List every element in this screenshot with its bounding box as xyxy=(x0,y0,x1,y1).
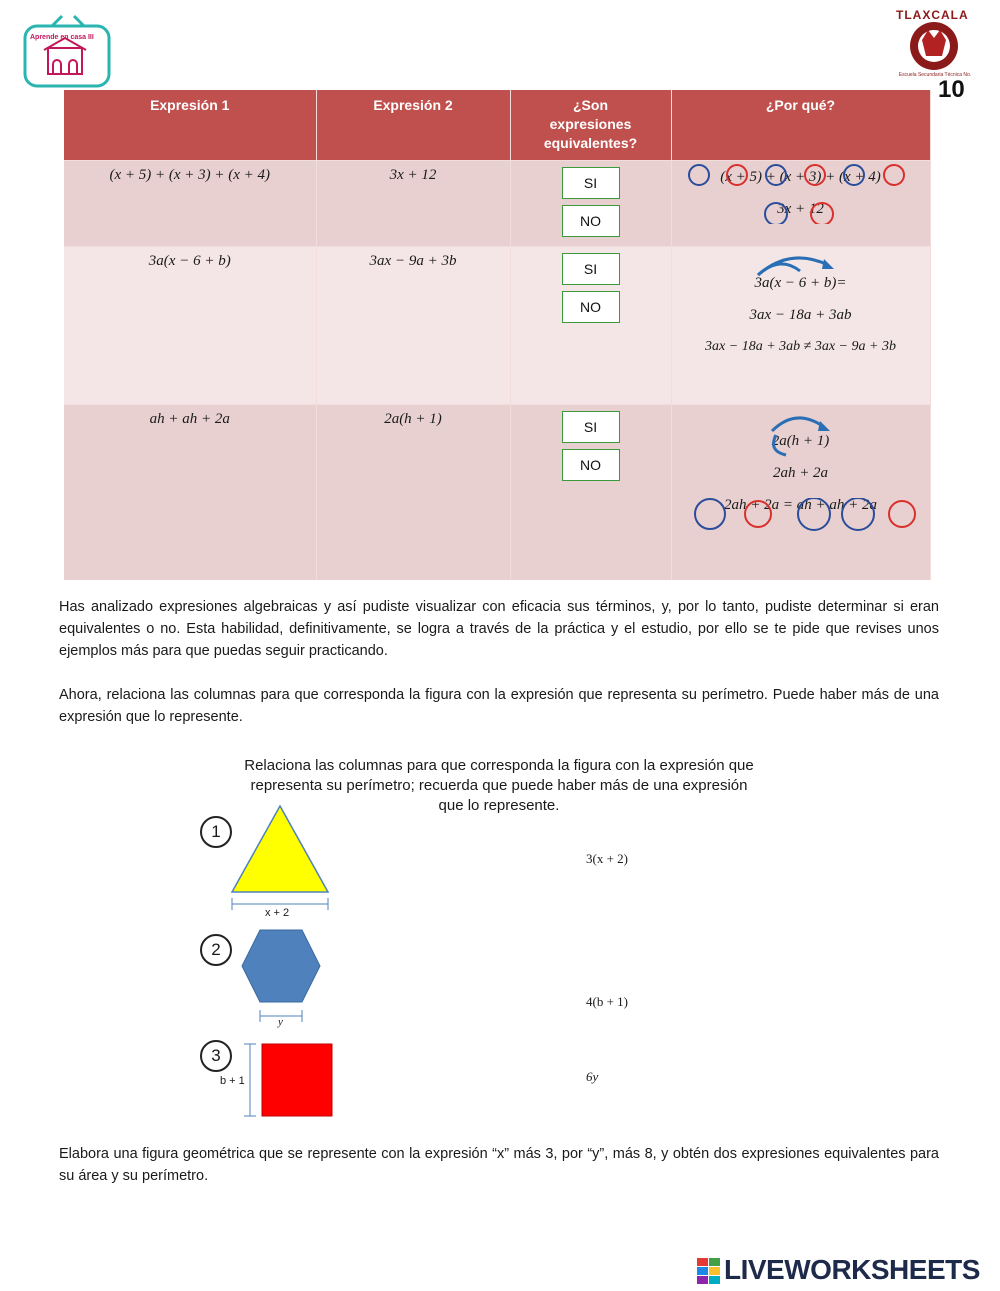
row1-choices xyxy=(510,161,671,247)
row2-why-line1: 3a(x − 6 + b)= xyxy=(754,275,847,291)
row2-choices xyxy=(510,247,671,405)
row2-distribute-arrows xyxy=(750,251,850,281)
row1-why xyxy=(671,161,930,247)
table-row xyxy=(64,247,930,405)
liveworksheets-brand[interactable]: LIVEWORKSHEETS xyxy=(724,1254,980,1285)
row3-why-line2: 2ah + 2a xyxy=(772,465,829,481)
triangle-side-label: x + 2 xyxy=(265,907,290,919)
instruction-paragraph: Ahora, relaciona las columnas para que corresponda la figura con la expresión que representa su perímetro. Puede haber más de una expresión que lo represente. xyxy=(59,687,939,725)
row3-why xyxy=(671,405,930,581)
row2-expr1: 3a(x − 6 + b) xyxy=(64,247,316,405)
expression-3: 6y xyxy=(586,1069,599,1084)
intro-paragraph: Has analizado expresiones algebraicas y así pudiste visualizar con eficacia sus términos, y, por lo tanto, pudiste determinar si eran equivalentes o no. Esta habilidad, definitivamente, se logra a través de la práctica y el estudio, por ello se te pide que revises unos ejemplos más para que puedas seguir practicando. xyxy=(59,599,939,659)
exercise-title-line3: que lo represente. xyxy=(438,797,560,814)
header-por-que: ¿Por qué? xyxy=(671,90,930,161)
header-expresion-1: Expresión 1 xyxy=(64,90,316,161)
row3-expr1: ah + ah + 2a xyxy=(64,405,316,581)
figure-1-number: 1 xyxy=(200,816,232,848)
exercise-title-line2: representa su perímetro; recuerda que puede haber más de una expresión xyxy=(250,777,748,794)
liveworksheets-logo-icon xyxy=(697,1255,721,1287)
row3-choices xyxy=(510,405,671,581)
task-paragraph: Elabora una figura geométrica que se represente con la expresión “x” más 3, por “y”, más 8, y obtén dos expresiones equivalentes para su área y su perímetro. xyxy=(59,1146,939,1184)
equivalence-table xyxy=(64,90,931,580)
row3-si-button[interactable]: SI xyxy=(562,411,620,443)
row1-expr2: 3x + 12 xyxy=(316,161,510,247)
row2-why xyxy=(671,247,930,405)
hexagon-side-label: y xyxy=(278,1016,283,1028)
expression-2: 4(b + 1) xyxy=(586,994,628,1009)
row1-why-line1: (x + 5) + (x + 3) + (x + 4) xyxy=(720,169,881,185)
figure-3-number: 3 xyxy=(200,1040,232,1072)
figure-2-number: 2 xyxy=(200,934,232,966)
aprende-en-casa-logo xyxy=(22,14,114,90)
row1-no-button[interactable]: NO xyxy=(562,205,620,237)
row3-no-button[interactable]: NO xyxy=(562,449,620,481)
square-side-label: b + 1 xyxy=(220,1075,245,1087)
exercise-title-line1: Relaciona las columnas para que corresponda la figura con la expresión que xyxy=(244,757,754,774)
school-name-text: Escuela Secundaria Técnica No. xyxy=(898,72,972,78)
row2-why-line2: 3ax − 18a + 3ab xyxy=(749,307,852,323)
school-number: 10 xyxy=(938,76,965,103)
row2-expr2: 3ax − 9a + 3b xyxy=(316,247,510,405)
school-logo xyxy=(888,6,982,102)
table-row xyxy=(64,161,930,247)
header-equivalentes: ¿Son expresiones equivalentes? xyxy=(510,90,671,161)
table-row xyxy=(64,405,930,581)
row3-expr2: 2a(h + 1) xyxy=(316,405,510,581)
tv-logo-text: Aprende en casa III xyxy=(30,34,94,41)
tlaxcala-text: TLAXCALA xyxy=(896,8,969,22)
hexagon-shape xyxy=(240,928,322,1028)
row3-why-line1: 2a(h + 1) xyxy=(771,433,830,449)
row2-no-button[interactable]: NO xyxy=(562,291,620,323)
square-shape xyxy=(238,1042,336,1120)
row1-si-button[interactable]: SI xyxy=(562,167,620,199)
row2-si-button[interactable]: SI xyxy=(562,253,620,285)
row3-term-circles xyxy=(686,498,926,532)
triangle-shape xyxy=(228,804,332,914)
row2-why-line3: 3ax − 18a + 3ab ≠ 3ax − 9a + 3b xyxy=(705,339,896,354)
row1-term-circles xyxy=(684,164,924,224)
expression-1: 3(x + 2) xyxy=(586,851,628,866)
row3-distribute-arrows xyxy=(762,409,842,459)
row1-expr1: (x + 5) + (x + 3) + (x + 4) xyxy=(64,161,316,247)
header-expresion-2: Expresión 2 xyxy=(316,90,510,161)
row1-why-line2: 3x + 12 xyxy=(777,201,824,217)
row3-why-line3: 2ah + 2a = ah + ah + 2a xyxy=(724,497,877,513)
